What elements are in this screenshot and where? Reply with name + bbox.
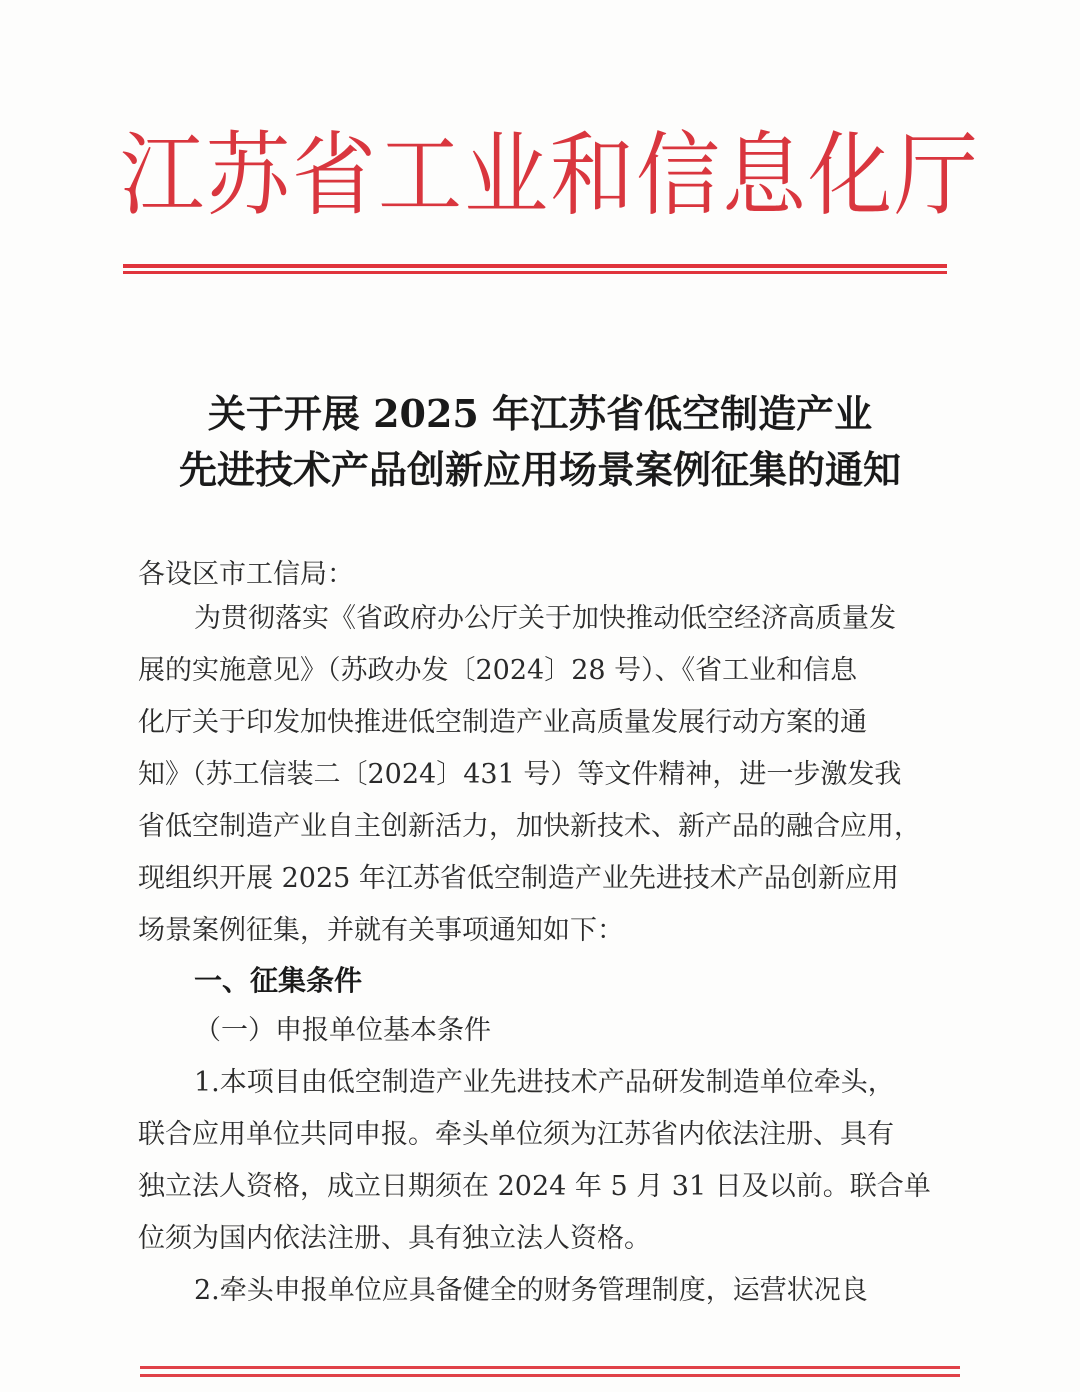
footer-rule-top: [140, 1366, 960, 1369]
subsection-heading: （一）申报单位基本条件: [194, 1015, 491, 1046]
paragraph-line: 场景案例征集，并就有关事项通知如下：: [138, 915, 624, 946]
section-heading: 一、征集条件: [194, 964, 363, 997]
paragraph-line: 现组织开展 2025 年江苏省低空制造产业先进技术产品创新应用: [138, 863, 899, 894]
paragraph-line: 省低空制造产业自主创新活力，加快新技术、新产品的融合应用，: [138, 811, 921, 842]
document-title-line-2: 先进技术产品创新应用场景案例征集的通知: [178, 447, 901, 492]
paragraph-line: 知》（苏工信装二〔2024〕431 号）等文件精神，进一步激发我: [138, 759, 902, 790]
paragraph-line: 展的实施意见》（苏政办发〔2024〕28 号）、《省工业和信息: [138, 655, 858, 686]
paragraph-line: 位须为国内依法注册、具有独立法人资格。: [138, 1223, 651, 1254]
paragraph-line: 联合应用单位共同申报。牵头单位须为江苏省内依法注册、具有: [138, 1119, 894, 1150]
document-title-line-1: 关于开展 2025 年江苏省低空制造产业: [207, 391, 873, 436]
document-title: [110, 386, 970, 498]
paragraph-line: 化厅关于印发加快推进低空制造产业高质量发展行动方案的通: [138, 707, 867, 738]
salutation: 各设区市工信局：: [138, 559, 354, 590]
paragraph-line: 1.本项目由低空制造产业先进技术产品研发制造单位牵头，: [194, 1067, 895, 1098]
paragraph-line: 独立法人资格，成立日期须在 2024 年 5 月 31 日及以前。联合单: [138, 1171, 931, 1202]
letterhead-rule-thick: [123, 264, 947, 268]
issuer-letterhead: 江苏省工业和信息化厅: [120, 122, 981, 228]
letterhead-rule-thin: [123, 271, 947, 274]
footer-rule-bottom: [140, 1374, 960, 1377]
paragraph-line: 2.牵头申报单位应具备健全的财务管理制度，运营状况良: [194, 1275, 868, 1306]
paragraph-line: 为贯彻落实《省政府办公厅关于加快推动低空经济高质量发: [194, 603, 896, 634]
